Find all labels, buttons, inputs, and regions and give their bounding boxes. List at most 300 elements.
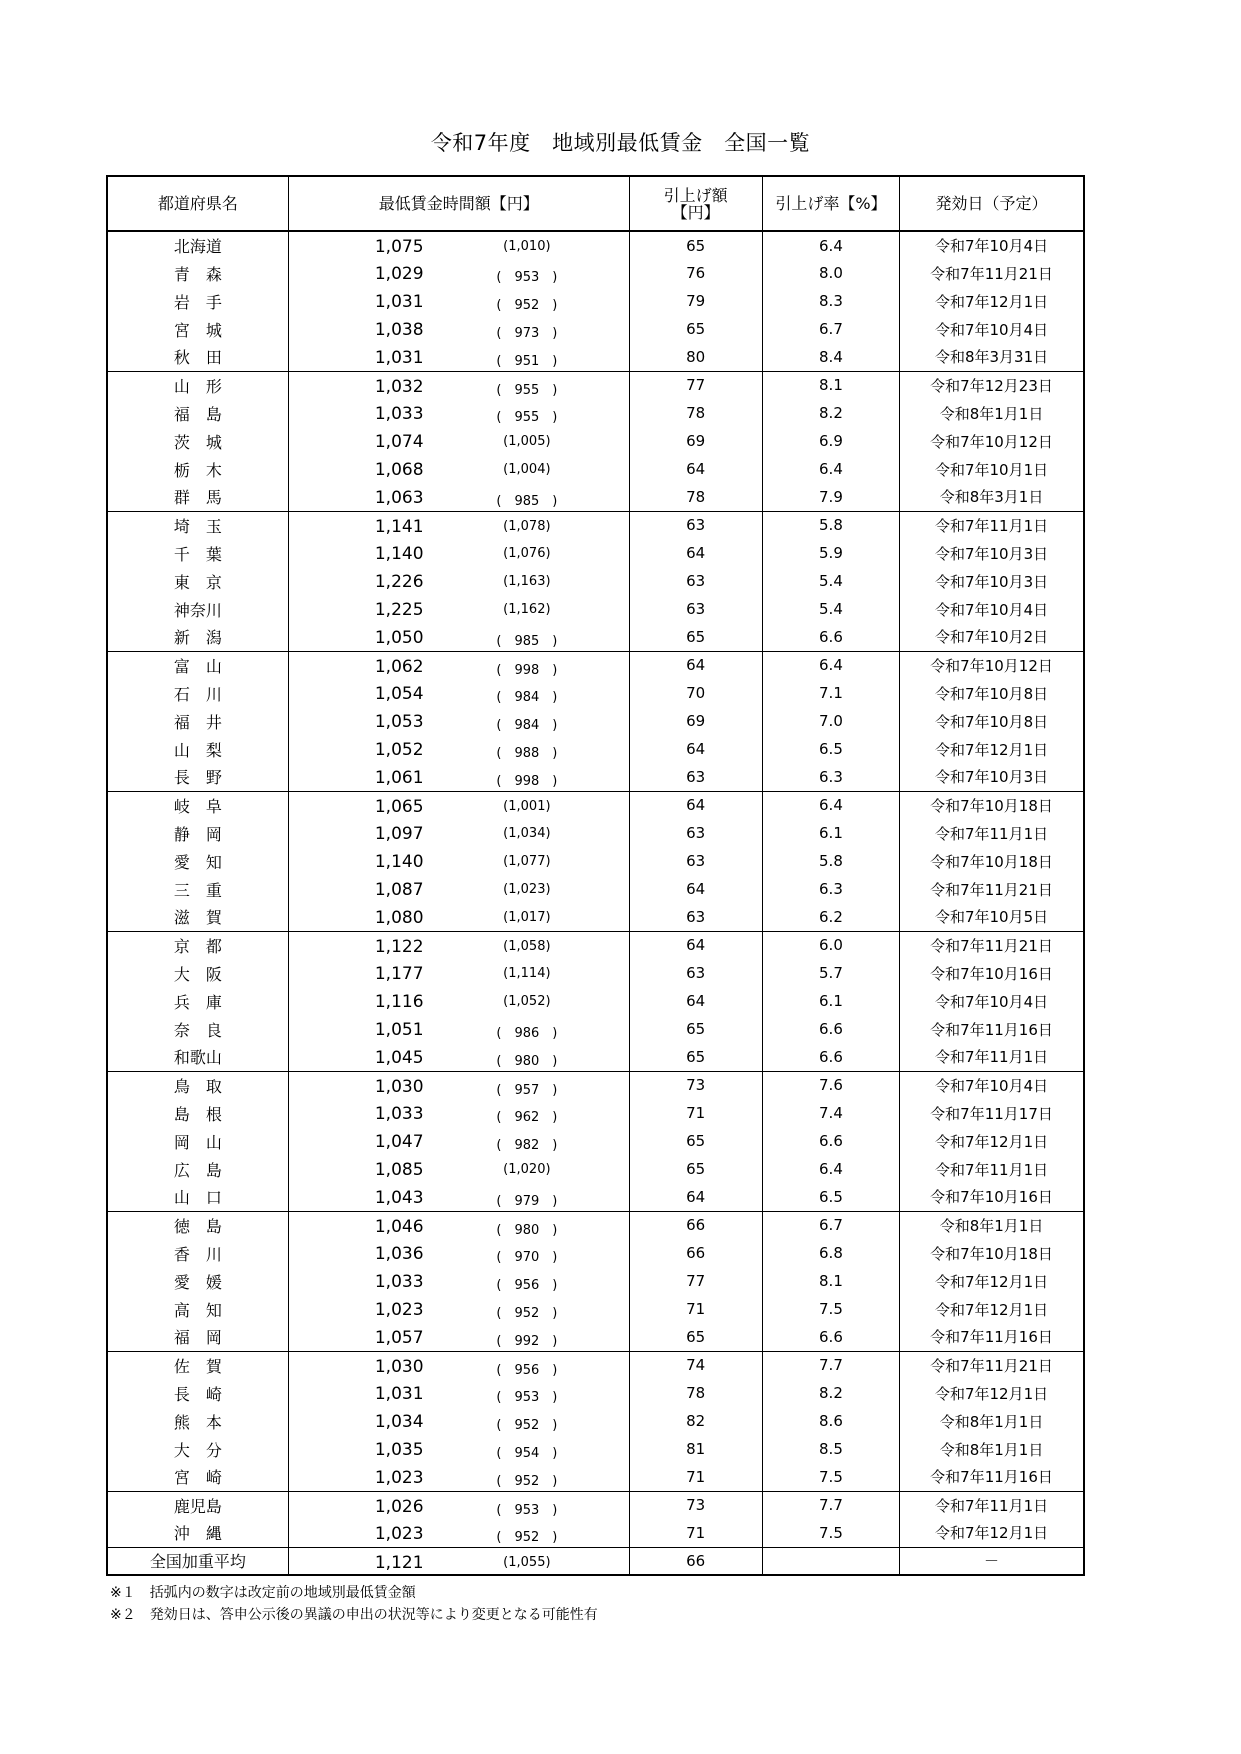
increase-rate-cell: 8.2 — [762, 399, 899, 427]
previous-wage: (1,058) — [503, 938, 551, 954]
previous-wage: ( 984 ) — [496, 690, 558, 705]
hourly-wage-cell — [288, 427, 629, 455]
hourly-wage-cell — [288, 875, 629, 903]
previous-wage: (1,034) — [503, 826, 551, 841]
effective-date-cell: 令和7年12月23日 — [900, 371, 1084, 399]
previous-wage: ( 986 ) — [496, 1026, 558, 1041]
current-wage: 1,097 — [374, 824, 424, 844]
footnote-2: ※２ 発効日は、答申公示後の異議の申出の状況等により変更となる可能性有 — [110, 1607, 598, 1623]
hourly-wage-cell — [288, 987, 629, 1015]
previous-wage: ( 984 ) — [496, 718, 558, 733]
prefecture-cell: 高 知 — [107, 1295, 288, 1323]
table-row — [107, 875, 1084, 903]
increase-rate-cell: 8.0 — [762, 259, 899, 287]
effective-date-cell: 令和7年11月16日 — [900, 1015, 1084, 1043]
table-row — [107, 735, 1084, 763]
hourly-wage-cell — [288, 1435, 629, 1463]
increase-amount-cell: 78 — [629, 483, 762, 511]
previous-wage: ( 980 ) — [496, 1054, 558, 1069]
prefecture-cell: 徳 島 — [107, 1211, 288, 1239]
prefecture-cell: 石 川 — [107, 679, 288, 707]
prefecture-cell: 茨 城 — [107, 427, 288, 455]
hourly-wage-cell — [288, 595, 629, 623]
effective-date-cell: 令和7年10月1日 — [900, 455, 1084, 483]
increase-amount-cell: 64 — [629, 791, 762, 819]
hourly-wage-cell — [288, 1463, 629, 1491]
current-wage: 1,030 — [374, 1076, 424, 1097]
table-row — [107, 1463, 1084, 1491]
previous-wage: ( 973 ) — [496, 326, 558, 341]
previous-wage: ( 956 ) — [496, 1278, 558, 1293]
hourly-wage-cell — [288, 483, 629, 511]
current-wage: 1,053 — [374, 712, 424, 732]
current-wage: 1,031 — [374, 348, 424, 368]
hourly-wage-cell — [288, 287, 629, 315]
effective-date-cell: 令和7年11月21日 — [900, 1351, 1084, 1379]
hourly-wage-cell — [288, 847, 629, 875]
previous-wage: (1,017) — [503, 910, 551, 925]
effective-date-cell: 令和7年11月16日 — [900, 1323, 1084, 1351]
previous-wage: ( 980 ) — [496, 1222, 558, 1238]
prefecture-cell: 広 島 — [107, 1155, 288, 1183]
current-wage: 1,045 — [374, 1048, 424, 1068]
header-increase-rate: 引上げ率【%】 — [762, 176, 899, 231]
hourly-wage-cell — [288, 1099, 629, 1127]
previous-wage: ( 953 ) — [496, 1390, 558, 1405]
increase-amount-cell: 65 — [629, 623, 762, 651]
increase-rate-cell: 6.4 — [762, 651, 899, 679]
hourly-wage-cell — [288, 1155, 629, 1183]
table-row — [107, 1155, 1084, 1183]
hourly-wage-cell — [288, 259, 629, 287]
previous-wage: ( 952 ) — [496, 1306, 558, 1321]
previous-wage: (1,020) — [503, 1162, 551, 1177]
effective-date-cell: 令和8年1月1日 — [900, 1407, 1084, 1435]
previous-wage: ( 952 ) — [496, 298, 558, 313]
increase-amount-cell: 73 — [629, 1491, 762, 1519]
increase-rate-cell: 7.9 — [762, 483, 899, 511]
previous-wage: (1,077) — [503, 854, 551, 869]
increase-rate-cell: 6.4 — [762, 231, 899, 259]
hourly-wage-cell — [288, 1267, 629, 1295]
increase-rate-cell: 8.3 — [762, 287, 899, 315]
prefecture-cell: 山 口 — [107, 1183, 288, 1211]
effective-date-cell: 令和7年10月8日 — [900, 679, 1084, 707]
hourly-wage-cell — [288, 567, 629, 595]
hourly-wage-cell — [288, 1379, 629, 1407]
prefecture-cell: 鳥 取 — [107, 1071, 288, 1099]
increase-amount-cell: 79 — [629, 287, 762, 315]
increase-amount-cell: 64 — [629, 455, 762, 483]
increase-amount-cell: 65 — [629, 1155, 762, 1183]
hourly-wage-cell — [288, 1323, 629, 1351]
table-row — [107, 1323, 1084, 1351]
increase-rate-cell: 5.4 — [762, 567, 899, 595]
hourly-wage-cell — [288, 1043, 629, 1071]
increase-rate-cell: 6.7 — [762, 315, 899, 343]
hourly-wage-cell — [288, 1407, 629, 1435]
effective-date-cell: 令和7年11月16日 — [900, 1463, 1084, 1491]
previous-wage: ( 985 ) — [496, 494, 558, 509]
hourly-wage-cell — [288, 735, 629, 763]
current-wage: 1,032 — [374, 376, 424, 397]
increase-amount-cell: 66 — [629, 1239, 762, 1267]
current-wage: 1,177 — [374, 964, 424, 984]
increase-rate-cell: 6.1 — [762, 987, 899, 1015]
effective-date-cell: 令和7年10月5日 — [900, 903, 1084, 931]
increase-rate-cell: 6.4 — [762, 791, 899, 819]
previous-wage: (1,078) — [503, 518, 551, 534]
prefecture-cell: 鹿児島 — [107, 1491, 288, 1519]
prefecture-cell: 熊 本 — [107, 1407, 288, 1435]
hourly-wage-cell — [288, 1239, 629, 1267]
table-row — [107, 1099, 1084, 1127]
previous-wage: ( 953 ) — [496, 1502, 558, 1518]
current-wage: 1,074 — [374, 432, 424, 452]
previous-wage: ( 998 ) — [496, 662, 558, 678]
current-wage: 1,054 — [374, 684, 424, 704]
hourly-wage-cell — [288, 763, 629, 791]
header-hourly-wage: 最低賃金時間額【円】 — [288, 176, 629, 231]
current-wage: 1,061 — [374, 768, 424, 788]
hourly-wage-cell — [288, 399, 629, 427]
current-wage: 1,033 — [374, 404, 424, 424]
increase-amount-cell: 65 — [629, 1323, 762, 1351]
increase-rate-cell: 6.5 — [762, 735, 899, 763]
table-row — [107, 707, 1084, 735]
prefecture-cell: 愛 媛 — [107, 1267, 288, 1295]
current-wage: 1,023 — [374, 1524, 424, 1544]
table-row — [107, 315, 1084, 343]
effective-date-cell: 令和7年10月16日 — [900, 959, 1084, 987]
previous-wage: (1,163) — [503, 574, 551, 589]
table-row — [107, 1183, 1084, 1211]
table-row — [107, 343, 1084, 371]
hourly-wage-cell — [288, 679, 629, 707]
prefecture-cell: 香 川 — [107, 1239, 288, 1267]
increase-amount-cell: 64 — [629, 931, 762, 959]
increase-amount-cell: 71 — [629, 1295, 762, 1323]
increase-rate-cell: 7.7 — [762, 1491, 899, 1519]
prefecture-cell: 沖 縄 — [107, 1519, 288, 1547]
effective-date-cell: 令和7年10月4日 — [900, 595, 1084, 623]
effective-date-cell: 令和7年10月4日 — [900, 231, 1084, 259]
current-wage: 1,068 — [374, 460, 424, 480]
current-wage: 1,043 — [374, 1188, 424, 1208]
table-row — [107, 455, 1084, 483]
hourly-wage-cell — [288, 623, 629, 651]
prefecture-cell: 青 森 — [107, 259, 288, 287]
effective-date-cell: 令和7年10月18日 — [900, 1239, 1084, 1267]
increase-amount-cell: 65 — [629, 231, 762, 259]
prefecture-cell: 山 梨 — [107, 735, 288, 763]
prefecture-cell: 新 潟 — [107, 623, 288, 651]
increase-amount-cell: 63 — [629, 819, 762, 847]
effective-date-cell: 令和8年3月1日 — [900, 483, 1084, 511]
current-wage: 1,031 — [374, 1384, 424, 1404]
previous-wage: ( 953 ) — [496, 270, 558, 285]
prefecture-cell: 岩 手 — [107, 287, 288, 315]
table-row — [107, 511, 1084, 539]
table-row — [107, 567, 1084, 595]
increase-rate-cell: 7.5 — [762, 1463, 899, 1491]
increase-rate-cell: 6.3 — [762, 875, 899, 903]
increase-amount-cell: 64 — [629, 539, 762, 567]
increase-amount-cell: 64 — [629, 875, 762, 903]
increase-amount-cell: 70 — [629, 679, 762, 707]
increase-rate-cell: 6.6 — [762, 623, 899, 651]
increase-amount-cell: 65 — [629, 315, 762, 343]
increase-rate-cell: 6.5 — [762, 1183, 899, 1211]
effective-date-cell: 令和7年10月3日 — [900, 763, 1084, 791]
table-row — [107, 1211, 1084, 1239]
effective-date-cell: 令和7年10月2日 — [900, 623, 1084, 651]
effective-date-cell: 令和7年10月16日 — [900, 1183, 1084, 1211]
increase-rate-cell: 8.6 — [762, 1407, 899, 1435]
hourly-wage-cell — [288, 315, 629, 343]
increase-rate-cell: 6.6 — [762, 1015, 899, 1043]
effective-date-cell: 令和7年12月1日 — [900, 1267, 1084, 1295]
increase-rate-cell: 6.6 — [762, 1043, 899, 1071]
hourly-wage-cell — [288, 343, 629, 371]
hourly-wage-cell — [288, 707, 629, 735]
current-wage: 1,085 — [374, 1160, 424, 1180]
previous-wage: ( 956 ) — [496, 1362, 558, 1378]
increase-amount-cell: 74 — [629, 1351, 762, 1379]
table-row — [107, 539, 1084, 567]
hourly-wage-cell — [288, 539, 629, 567]
minimum-wage-table — [106, 175, 1085, 1576]
table-row — [107, 287, 1084, 315]
effective-date-cell: 令和7年10月4日 — [900, 1071, 1084, 1099]
increase-amount-cell: 76 — [629, 259, 762, 287]
effective-date-cell: 令和7年11月1日 — [900, 819, 1084, 847]
increase-rate-cell: 7.5 — [762, 1519, 899, 1547]
effective-date-cell: 令和7年12月1日 — [900, 287, 1084, 315]
increase-amount-cell: 81 — [629, 1435, 762, 1463]
hourly-wage-cell — [288, 511, 629, 539]
increase-rate-cell: 7.6 — [762, 1071, 899, 1099]
increase-amount-cell: 69 — [629, 427, 762, 455]
increase-amount-cell: 73 — [629, 1071, 762, 1099]
table-row — [107, 427, 1084, 455]
hourly-wage-cell — [288, 1547, 629, 1575]
increase-amount-cell: 66 — [629, 1547, 762, 1575]
increase-rate-cell: 5.8 — [762, 511, 899, 539]
table-header-row — [107, 176, 1084, 231]
table-row — [107, 791, 1084, 819]
effective-date-cell: 令和7年11月1日 — [900, 1491, 1084, 1519]
previous-wage: ( 952 ) — [496, 1530, 558, 1545]
previous-wage: (1,001) — [503, 798, 551, 814]
increase-amount-cell: 65 — [629, 1127, 762, 1155]
prefecture-cell: 岡 山 — [107, 1127, 288, 1155]
increase-amount-cell: 63 — [629, 763, 762, 791]
prefecture-cell: 群 馬 — [107, 483, 288, 511]
table-row — [107, 1127, 1084, 1155]
current-wage: 1,038 — [374, 320, 424, 340]
table-row — [107, 483, 1084, 511]
increase-amount-cell: 63 — [629, 903, 762, 931]
prefecture-cell: 宮 崎 — [107, 1463, 288, 1491]
increase-rate-cell: 7.4 — [762, 1099, 899, 1127]
previous-wage: (1,052) — [503, 994, 551, 1009]
prefecture-cell: 三 重 — [107, 875, 288, 903]
prefecture-cell: 大 分 — [107, 1435, 288, 1463]
prefecture-cell: 島 根 — [107, 1099, 288, 1127]
increase-amount-cell: 64 — [629, 735, 762, 763]
effective-date-cell: 令和7年12月1日 — [900, 1519, 1084, 1547]
hourly-wage-cell — [288, 371, 629, 399]
previous-wage: ( 985 ) — [496, 634, 558, 649]
table-row — [107, 987, 1084, 1015]
prefecture-cell: 福 島 — [107, 399, 288, 427]
increase-rate-cell: 5.8 — [762, 847, 899, 875]
increase-amount-cell: 77 — [629, 1267, 762, 1295]
current-wage: 1,080 — [374, 908, 424, 928]
current-wage: 1,087 — [374, 880, 424, 900]
table-row — [107, 847, 1084, 875]
effective-date-cell: 令和8年3月31日 — [900, 343, 1084, 371]
increase-rate-cell: 8.1 — [762, 1267, 899, 1295]
effective-date-cell: 令和7年10月12日 — [900, 427, 1084, 455]
current-wage: 1,036 — [374, 1244, 424, 1264]
table-row — [107, 1435, 1084, 1463]
increase-rate-cell: 6.3 — [762, 763, 899, 791]
prefecture-cell: 京 都 — [107, 931, 288, 959]
prefecture-cell: 佐 賀 — [107, 1351, 288, 1379]
effective-date-cell: 令和7年10月18日 — [900, 847, 1084, 875]
effective-date-cell: 令和7年10月3日 — [900, 539, 1084, 567]
current-wage: 1,023 — [374, 1468, 424, 1488]
increase-rate-cell: 6.4 — [762, 455, 899, 483]
table-row — [107, 231, 1084, 259]
table-row — [107, 623, 1084, 651]
previous-wage: (1,023) — [503, 882, 551, 897]
hourly-wage-cell — [288, 1183, 629, 1211]
footnotes — [110, 1582, 598, 1626]
increase-rate-cell: 6.0 — [762, 931, 899, 959]
table-row — [107, 763, 1084, 791]
previous-wage: (1,076) — [503, 546, 551, 561]
current-wage: 1,026 — [374, 1496, 424, 1517]
prefecture-cell: 長 崎 — [107, 1379, 288, 1407]
increase-amount-cell: 63 — [629, 847, 762, 875]
table-row — [107, 371, 1084, 399]
previous-wage: ( 988 ) — [496, 746, 558, 761]
current-wage: 1,031 — [374, 292, 424, 312]
previous-wage: ( 962 ) — [496, 1110, 558, 1125]
prefecture-cell: 奈 良 — [107, 1015, 288, 1043]
header-prefecture: 都道府県名 — [107, 176, 288, 231]
current-wage: 1,065 — [374, 796, 424, 817]
current-wage: 1,057 — [374, 1328, 424, 1348]
table-row — [107, 651, 1084, 679]
effective-date-cell: 令和7年10月4日 — [900, 315, 1084, 343]
increase-rate-cell: 7.0 — [762, 707, 899, 735]
current-wage: 1,047 — [374, 1132, 424, 1152]
increase-rate-cell: 6.6 — [762, 1323, 899, 1351]
previous-wage: ( 970 ) — [496, 1250, 558, 1265]
table-row — [107, 1267, 1084, 1295]
hourly-wage-cell — [288, 819, 629, 847]
table-row — [107, 1351, 1084, 1379]
current-wage: 1,122 — [374, 936, 424, 957]
national-average-row — [107, 1547, 1084, 1575]
page-title: 令和7年度 地域別最低賃金 全国一覧 — [430, 131, 811, 155]
previous-wage: (1,055) — [503, 1554, 551, 1570]
prefecture-cell: 富 山 — [107, 651, 288, 679]
header-effective-date: 発効日（予定） — [900, 176, 1084, 231]
previous-wage: ( 992 ) — [496, 1334, 558, 1349]
increase-amount-cell: 65 — [629, 1015, 762, 1043]
prefecture-cell: 岐 阜 — [107, 791, 288, 819]
footnote-1: ※１ 括弧内の数字は改定前の地域別最低賃金額 — [110, 1585, 416, 1601]
prefecture-cell: 宮 城 — [107, 315, 288, 343]
current-wage: 1,034 — [374, 1412, 424, 1432]
prefecture-cell: 全国加重平均 — [107, 1547, 288, 1575]
previous-wage: ( 979 ) — [496, 1194, 558, 1209]
increase-amount-cell: 64 — [629, 1183, 762, 1211]
table-row — [107, 1379, 1084, 1407]
previous-wage: ( 951 ) — [496, 354, 558, 369]
previous-wage: ( 952 ) — [496, 1418, 558, 1433]
table-row — [107, 959, 1084, 987]
increase-rate-cell: 6.1 — [762, 819, 899, 847]
prefecture-cell: 千 葉 — [107, 539, 288, 567]
table-row — [107, 931, 1084, 959]
table-row — [107, 679, 1084, 707]
effective-date-cell: 令和8年1月1日 — [900, 399, 1084, 427]
prefecture-cell: 愛 知 — [107, 847, 288, 875]
prefecture-cell: 秋 田 — [107, 343, 288, 371]
current-wage: 1,226 — [374, 572, 424, 592]
hourly-wage-cell — [288, 931, 629, 959]
effective-date-cell: 令和8年1月1日 — [900, 1435, 1084, 1463]
increase-amount-cell: 66 — [629, 1211, 762, 1239]
prefecture-cell: 兵 庫 — [107, 987, 288, 1015]
table-row — [107, 1295, 1084, 1323]
hourly-wage-cell — [288, 1127, 629, 1155]
prefecture-cell: 大 阪 — [107, 959, 288, 987]
increase-rate-cell: 7.1 — [762, 679, 899, 707]
prefecture-cell: 山 形 — [107, 371, 288, 399]
increase-amount-cell: 65 — [629, 1043, 762, 1071]
effective-date-cell: － — [900, 1547, 1084, 1575]
previous-wage: ( 955 ) — [496, 382, 558, 398]
previous-wage: ( 998 ) — [496, 774, 558, 789]
previous-wage: ( 952 ) — [496, 1474, 558, 1489]
effective-date-cell: 令和7年11月21日 — [900, 875, 1084, 903]
current-wage: 1,063 — [374, 488, 424, 508]
effective-date-cell: 令和7年10月4日 — [900, 987, 1084, 1015]
effective-date-cell: 令和8年1月1日 — [900, 1211, 1084, 1239]
prefecture-cell: 東 京 — [107, 567, 288, 595]
table-row — [107, 903, 1084, 931]
prefecture-cell: 長 野 — [107, 763, 288, 791]
effective-date-cell: 令和7年11月1日 — [900, 1043, 1084, 1071]
increase-amount-cell: 64 — [629, 987, 762, 1015]
increase-amount-cell: 63 — [629, 511, 762, 539]
increase-amount-cell: 78 — [629, 1379, 762, 1407]
hourly-wage-cell — [288, 651, 629, 679]
increase-rate-cell — [762, 1547, 899, 1575]
increase-amount-cell: 63 — [629, 959, 762, 987]
increase-amount-cell: 82 — [629, 1407, 762, 1435]
header-increase-amount-line1: 引上げ額 — [663, 185, 728, 205]
hourly-wage-cell — [288, 1295, 629, 1323]
effective-date-cell: 令和7年11月21日 — [900, 259, 1084, 287]
